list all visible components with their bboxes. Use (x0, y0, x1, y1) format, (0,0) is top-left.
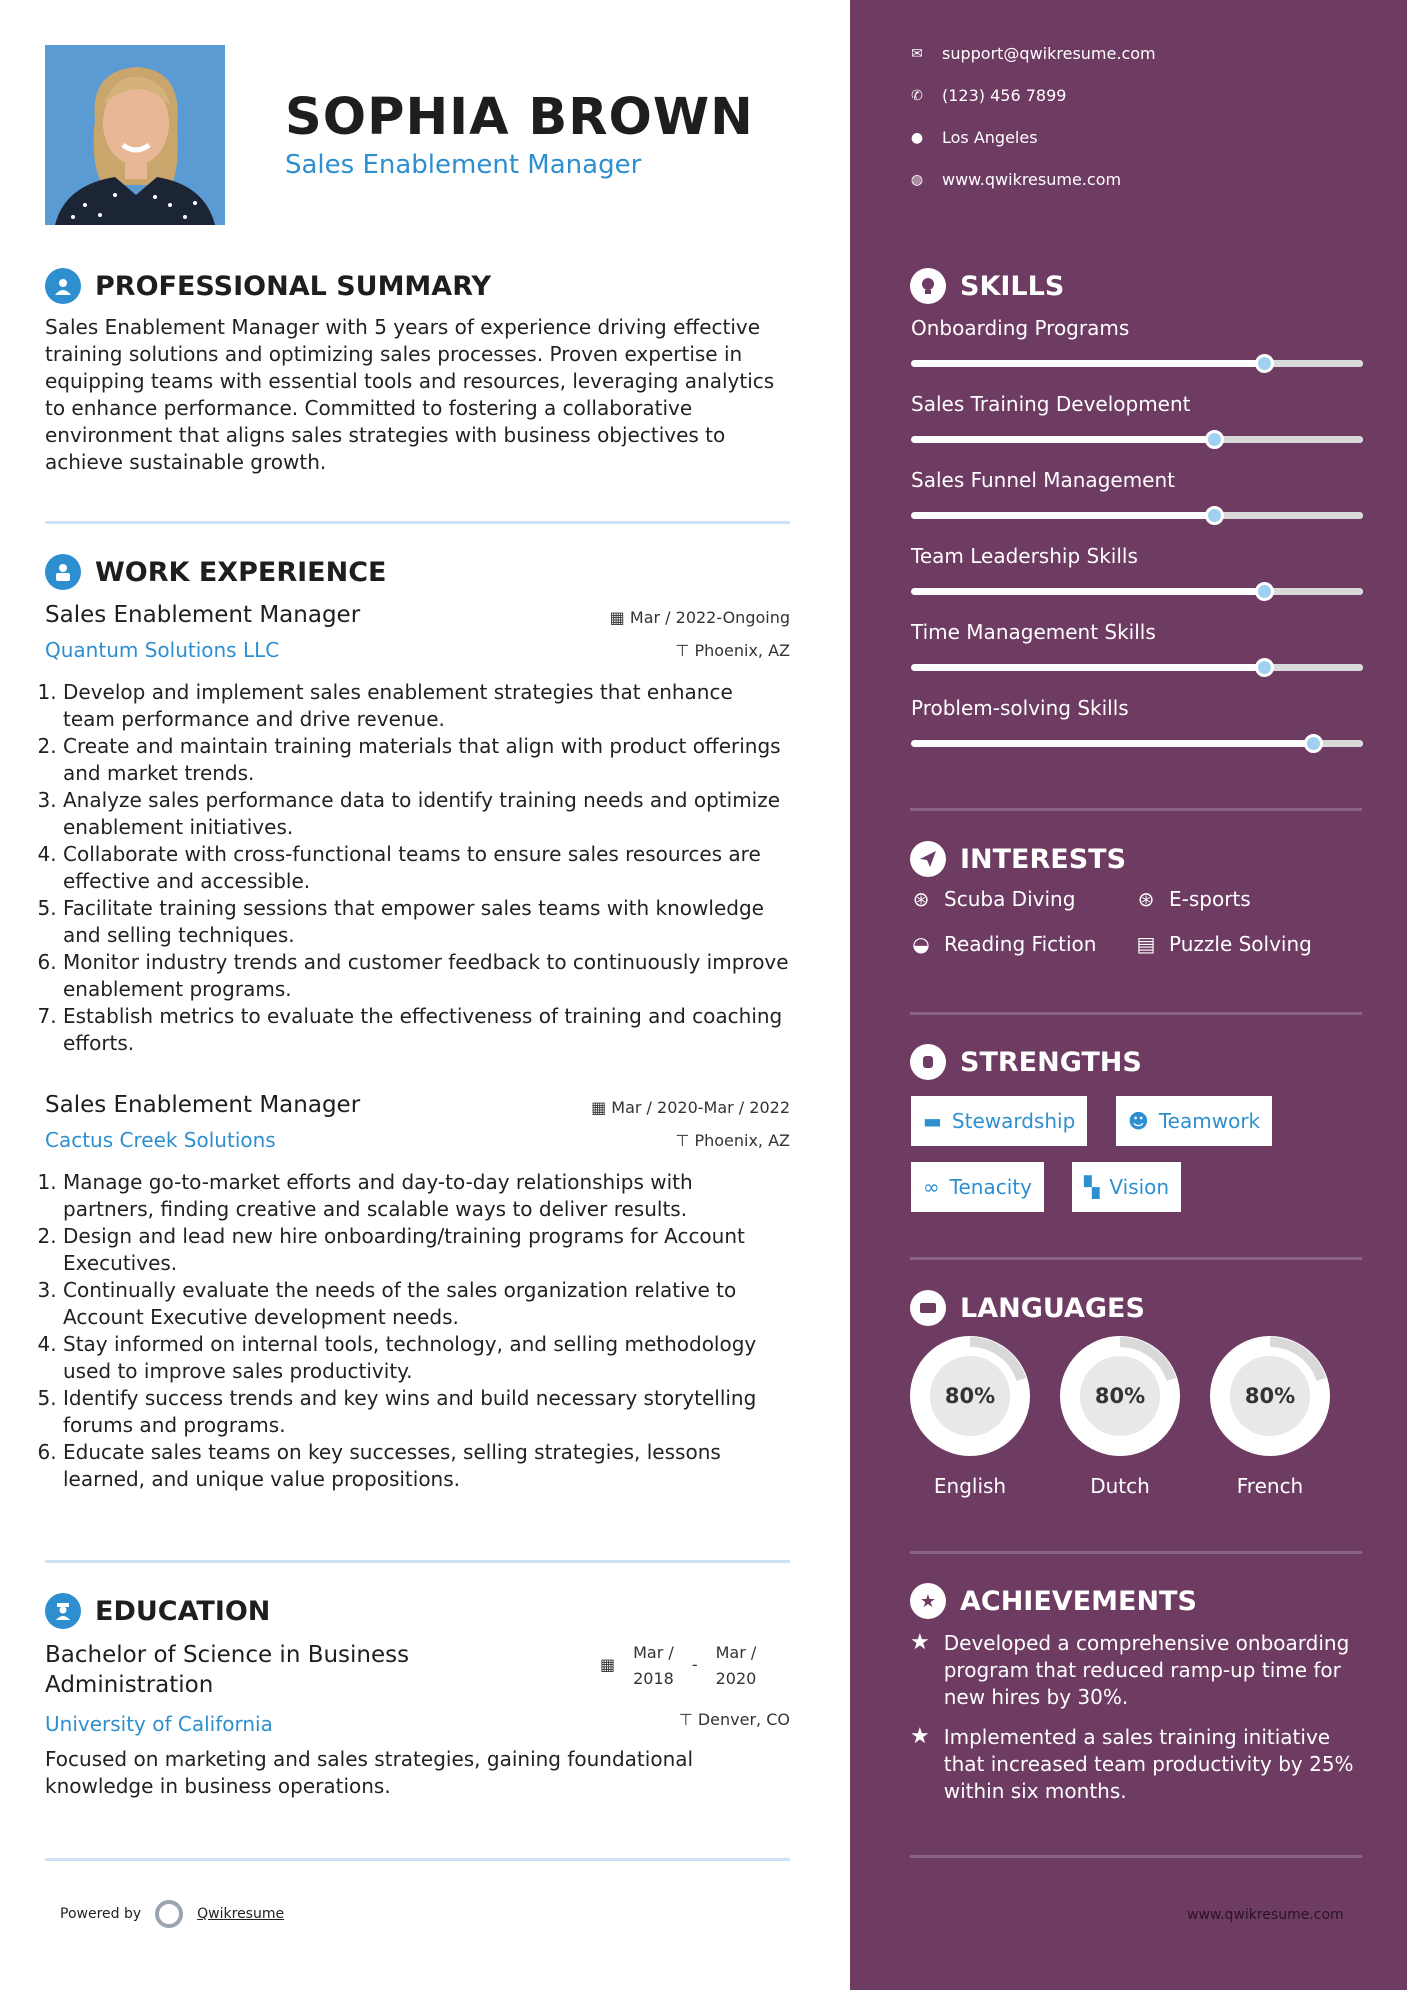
strength-badge (911, 1162, 1044, 1212)
qwikresume-logo-icon (155, 1900, 183, 1928)
pin-icon: ⊤ (678, 1710, 693, 1729)
summary-heading (45, 268, 491, 304)
job-dates (610, 608, 790, 627)
skill-item (911, 468, 1363, 519)
strength-badge (1072, 1162, 1181, 1212)
achievement-item (910, 1724, 1370, 1805)
calendar-icon: ▦ (591, 1098, 607, 1117)
list-item: 5. Facilitate training sessions that empower sales teams with knowledge and selling techniques. (63, 895, 790, 949)
school: University of California (45, 1712, 273, 1736)
fist-icon (910, 1044, 946, 1080)
job-bullets (45, 679, 790, 1057)
book-icon: ▤ (1136, 932, 1156, 956)
brand-link[interactable]: Qwikresume (197, 1906, 285, 1922)
pin-icon: ⊤ (675, 641, 690, 660)
strength-label: Teamwork (1158, 1109, 1261, 1133)
education-heading (45, 1593, 270, 1629)
briefcase-icon: ▬ (923, 1109, 942, 1133)
skill-level-knob (1304, 734, 1323, 753)
education-dates (600, 1640, 756, 1692)
skill-bar-remaining (1264, 588, 1363, 595)
education-heading-label: EDUCATION (95, 1595, 271, 1627)
skill-level-knob (1255, 658, 1274, 677)
pin-icon: ⊤ (675, 1131, 690, 1150)
skill-level-knob (1255, 582, 1274, 601)
footer-url[interactable]: www.qwikresume.com (1187, 1907, 1344, 1923)
contact-location-text: Los Angeles (942, 128, 1038, 147)
skill-bar (911, 436, 1363, 443)
date-separator: - (691, 1655, 698, 1674)
skill-name: Sales Training Development (911, 392, 1191, 416)
languages-heading-label: LANGUAGES (960, 1292, 1145, 1324)
divider (910, 1551, 1362, 1554)
life-ring-icon: ⊛ (912, 887, 930, 911)
language-item (910, 1336, 1030, 1498)
skill-bar (911, 664, 1363, 671)
language-ring (910, 1336, 1030, 1456)
language-name: English (933, 1474, 1007, 1498)
achievement-text: Developed a comprehensive onboarding program that reduced ramp-up time for new hires by 30%. (943, 1631, 1350, 1709)
users-icon: ☻ (1128, 1109, 1149, 1133)
education-entry (45, 1640, 790, 1800)
language-percent: 80% (1230, 1356, 1310, 1436)
summary-text: Sales Enablement Manager with 5 years of experience driving effective training solutions and optimizing sales processes. Proven expertise in equipping teams with essential tools and resources, leveraging analytics to enhance performance. Committed to fostering a collaborative environment that aligns sales strategies with business objectives to achieve sustainable growth. (45, 315, 775, 474)
job-dates-text: Mar / 2022-Ongoing (629, 608, 790, 627)
star-icon: ★ (910, 1630, 930, 1655)
end-month: Mar / (715, 1643, 757, 1662)
achievements-heading-label: ACHIEVEMENTS (960, 1585, 1197, 1617)
language-name: French (1236, 1474, 1304, 1498)
skill-bar-remaining (1214, 512, 1363, 519)
calendar-icon: ▦ (609, 608, 625, 627)
powered-by-label: Powered by (60, 1906, 142, 1922)
divider (45, 1560, 790, 1563)
skill-name: Problem-solving Skills (911, 696, 1129, 720)
graduate-icon (45, 1593, 81, 1629)
skill-item (911, 392, 1363, 443)
interest-item (1135, 932, 1312, 956)
skill-bar-remaining (1264, 664, 1363, 671)
job-bullets (45, 1169, 790, 1493)
list-item: 3. Analyze sales performance data to identify training needs and optimize enablement initiatives. (63, 787, 790, 841)
divider (910, 1012, 1362, 1015)
skill-item (911, 544, 1363, 595)
candidate-name: SOPHIA BROWN (285, 88, 754, 147)
list-item: 2. Create and maintain training materials that align with product offerings and market trends. (63, 733, 790, 787)
link-icon: ∞ (923, 1175, 940, 1199)
strength-badge (911, 1096, 1087, 1146)
job-location-text: Phoenix, AZ (694, 1131, 790, 1150)
life-ring-icon: ⊛ (1137, 887, 1155, 911)
divider (910, 1257, 1362, 1260)
translate-icon (910, 1290, 946, 1326)
divider (45, 521, 790, 524)
contact-email-text: support@qwikresume.com (942, 44, 1156, 63)
job-title: Sales Enablement Manager (45, 1092, 361, 1118)
start-year: 2018 (633, 1669, 674, 1688)
experience-heading (45, 554, 386, 590)
envelope-icon: ✉ (911, 45, 923, 62)
skills-heading-label: SKILLS (960, 270, 1065, 302)
language-percent: 80% (930, 1356, 1010, 1436)
language-name: Dutch (1090, 1474, 1150, 1498)
skill-item (911, 316, 1363, 367)
interest-label: Puzzle Solving (1169, 932, 1312, 956)
list-item: 4. Stay informed on internal tools, technology, and selling methodology used to improve sales productivity. (63, 1331, 790, 1385)
globe-icon: ◍ (910, 171, 924, 188)
education-location-text: Denver, CO (697, 1710, 790, 1729)
sidebar (850, 0, 1407, 1990)
skills-heading (910, 268, 1064, 304)
star-icon: ★ (910, 1724, 930, 1749)
list-item: 6. Educate sales teams on key successes, selling strategies, lessons learned, and unique value propositions. (63, 1439, 790, 1493)
job-title: Sales Enablement Manager (45, 602, 361, 628)
user-circle-icon (45, 268, 81, 304)
strength-label: Vision (1109, 1175, 1170, 1199)
job-dates-text: Mar / 2020-Mar / 2022 (611, 1098, 790, 1117)
list-item: 3. Continually evaluate the needs of the sales organization relative to Account Executive development needs. (63, 1277, 790, 1331)
lightbulb-icon (910, 268, 946, 304)
phone-icon: ✆ (911, 87, 923, 104)
list-item: 6. Monitor industry trends and customer feedback to continuously improve enablement programs. (63, 949, 790, 1003)
divider (910, 1855, 1362, 1858)
contact-website[interactable] (910, 170, 1121, 189)
strength-badge (1116, 1096, 1272, 1146)
powered-by (60, 1900, 284, 1928)
job-entry (45, 1092, 790, 1493)
skill-bar (911, 360, 1363, 367)
job-location (675, 641, 790, 660)
strengths-heading (910, 1044, 1142, 1080)
job-dates (591, 1098, 790, 1117)
interests-heading (910, 841, 1126, 877)
start-date (633, 1640, 674, 1692)
skill-name: Team Leadership Skills (911, 544, 1138, 568)
interest-item (1135, 887, 1251, 911)
binoculars-icon: ▚ (1084, 1175, 1100, 1199)
skill-bar-remaining (1264, 360, 1363, 367)
job-location-text: Phoenix, AZ (694, 641, 790, 660)
calendar-icon: ▦ (600, 1655, 616, 1674)
job-company: Cactus Creek Solutions (45, 1128, 276, 1152)
strengths-heading-label: STRENGTHS (960, 1046, 1142, 1078)
skill-level-knob (1205, 430, 1224, 449)
achievement-item (910, 1630, 1370, 1711)
contact-phone-text: (123) 456 7899 (942, 86, 1067, 105)
interest-item (910, 887, 1075, 911)
interest-label: E-sports (1169, 887, 1251, 911)
skill-name: Time Management Skills (911, 620, 1156, 644)
skill-item (911, 620, 1363, 671)
skill-bar-remaining (1214, 436, 1363, 443)
list-item: 4. Collaborate with cross-functional teams to ensure sales resources are effective and accessible. (63, 841, 790, 895)
paper-plane-icon (910, 841, 946, 877)
language-percent: 80% (1080, 1356, 1160, 1436)
divider (45, 1858, 790, 1861)
contact-email[interactable] (910, 44, 1156, 63)
briefcase-user-icon (45, 554, 81, 590)
language-item (1210, 1336, 1330, 1498)
candidate-title: Sales Enablement Manager (285, 150, 642, 180)
language-item (1060, 1336, 1180, 1498)
strength-label: Tenacity (949, 1175, 1032, 1199)
skill-level-knob (1255, 354, 1274, 373)
achievement-text: Implemented a sales training initiative that increased team productivity by 25% within six months. (943, 1725, 1354, 1803)
skill-bar (911, 512, 1363, 519)
skill-item (911, 696, 1363, 747)
profile-photo (45, 45, 225, 225)
interests-heading-label: INTERESTS (960, 843, 1127, 875)
skill-name: Sales Funnel Management (911, 468, 1175, 492)
skill-bar (911, 740, 1363, 747)
end-year: 2020 (715, 1669, 757, 1688)
list-item: 1. Manage go-to-market efforts and day-to-day relationships with partners, finding creative and scalable ways to deliver results. (63, 1169, 790, 1223)
skill-level-knob (1205, 506, 1224, 525)
achievements-heading (910, 1583, 1197, 1619)
job-company: Quantum Solutions LLC (45, 638, 280, 662)
experience-heading-label: WORK EXPERIENCE (95, 556, 387, 588)
degree: Bachelor of Science in Business Administration (45, 1642, 410, 1698)
education-location (679, 1710, 790, 1729)
contact-location (910, 128, 1038, 147)
gamepad-icon: ◒ (912, 932, 930, 956)
end-date (716, 1640, 757, 1692)
start-month: Mar / (633, 1643, 674, 1662)
language-ring (1210, 1336, 1330, 1456)
divider (910, 808, 1362, 811)
job-entry (45, 602, 790, 1057)
skill-bar (911, 588, 1363, 595)
strength-label: Stewardship (951, 1109, 1076, 1133)
list-item: 5. Identify success trends and key wins and build necessary storytelling forums and programs. (63, 1385, 790, 1439)
job-location (675, 1131, 790, 1150)
interest-label: Scuba Diving (944, 887, 1076, 911)
skill-name: Onboarding Programs (911, 316, 1130, 340)
list-item: 1. Develop and implement sales enablement strategies that enhance team performance and drive revenue. (63, 679, 790, 733)
languages-heading (910, 1290, 1145, 1326)
interest-item (910, 932, 1096, 956)
star-badge-icon: ★ (910, 1583, 946, 1619)
map-marker-icon: ● (910, 129, 924, 146)
education-description: Focused on marketing and sales strategies, gaining foundational knowledge in business operations. (45, 1747, 694, 1798)
list-item: 7. Establish metrics to evaluate the effectiveness of training and coaching efforts. (63, 1003, 790, 1057)
language-ring (1060, 1336, 1180, 1456)
summary-heading-label: PROFESSIONAL SUMMARY (95, 270, 492, 302)
contact-website-text: www.qwikresume.com (942, 170, 1122, 189)
interest-label: Reading Fiction (944, 932, 1097, 956)
contact-phone[interactable] (910, 86, 1066, 105)
list-item: 2. Design and lead new hire onboarding/training programs for Account Executives. (63, 1223, 790, 1277)
